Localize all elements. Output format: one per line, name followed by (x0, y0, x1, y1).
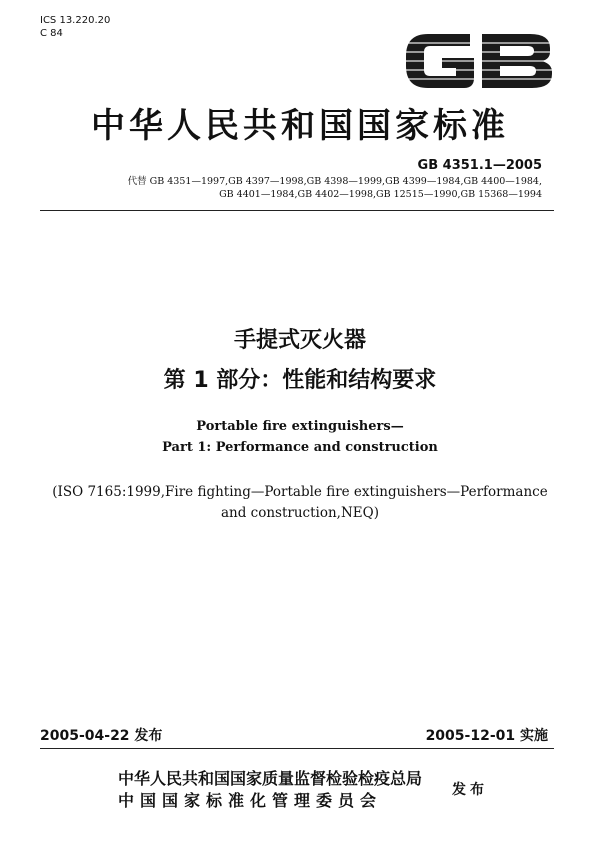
ics-code: ICS 13.220.20 (40, 15, 111, 26)
gb-logo-icon (398, 26, 558, 94)
replaced-standards (42, 175, 542, 201)
iso-reference: (ISO 7165:1999,Fire fighting—Portable fire extinguishers—Performance and construction,NEQ) (52, 484, 548, 521)
title-en-line-2: Part 1: Performance and construction (162, 440, 438, 455)
ccs-code: C 84 (40, 28, 63, 39)
publish-label: 发布 (452, 782, 488, 798)
header-divider (40, 210, 554, 211)
implementation-date: 2005-12-01 实施 (425, 728, 548, 744)
standard-type-heading: 中华人民共和国国家标准 (91, 106, 509, 146)
replaced-standards-line-2: GB 4401—1984,GB 4402—1998,GB 12515—1990,GB 15368—1994 (219, 189, 542, 200)
standard-code: GB 4351.1—2005 (417, 158, 542, 173)
publish-date: 2005-04-22 发布 (40, 728, 163, 744)
title-en-line-1: Portable fire extinguishers— (196, 419, 404, 434)
replaced-standards-line-1: 代替 GB 4351—1997,GB 4397—1998,GB 4398—1999,GB 4399—1984,GB 4400—1984, (127, 176, 542, 187)
footer-divider (40, 748, 554, 749)
title-cn-line-2: 第 1 部分：性能和结构要求 (163, 368, 437, 393)
issuer-aqsiq: 中华人民共和国国家质量监督检验检疫总局 (118, 769, 423, 788)
title-cn-line-1: 手提式灭火器 (233, 328, 366, 353)
issuer-sac: 中国国家标准化管理委员会 (118, 791, 383, 810)
classification-codes (40, 14, 110, 40)
